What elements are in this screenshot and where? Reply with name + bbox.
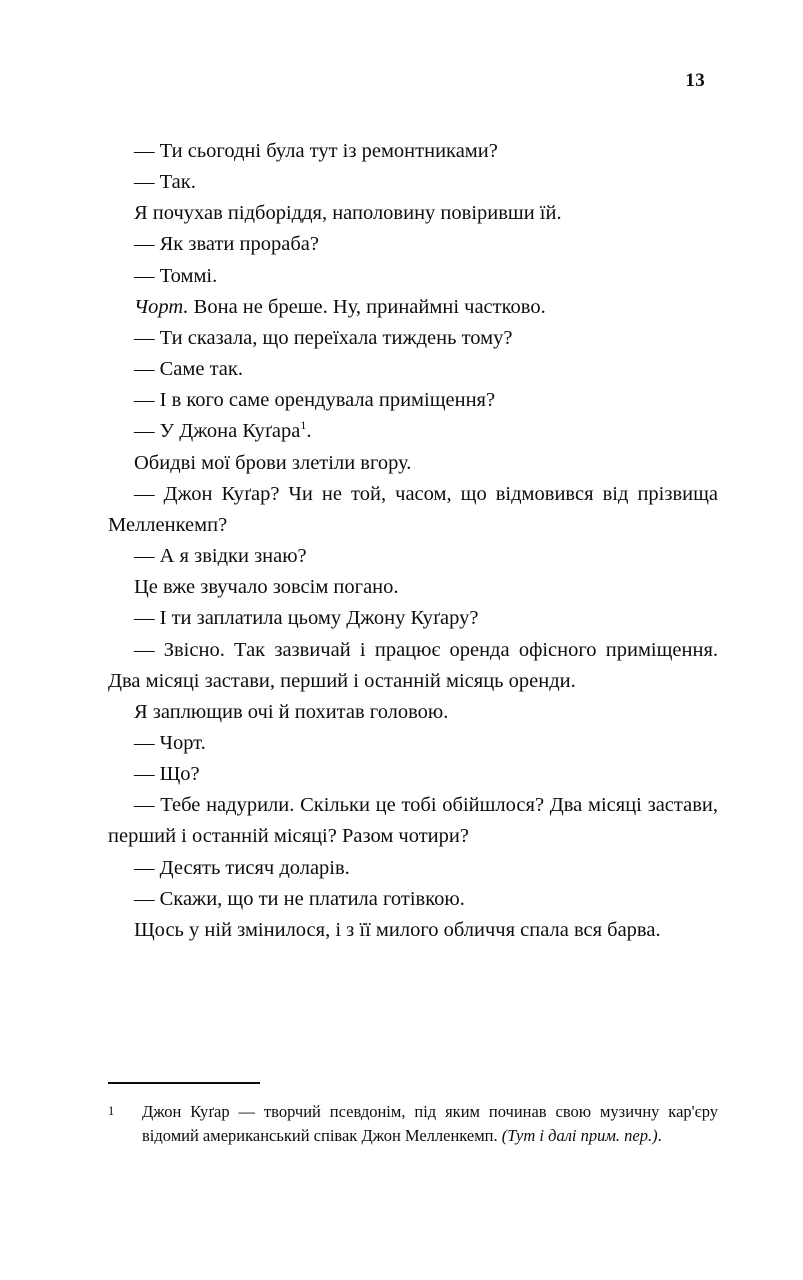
paragraph: — Що? (134, 763, 200, 786)
paragraph: — Чорт. (134, 731, 206, 754)
paragraph: — Так. (134, 171, 196, 194)
paragraph: — Саме так. (134, 358, 243, 381)
paragraph-with-footnote-ref (108, 416, 718, 447)
footnote-item (108, 1100, 718, 1149)
paragraph: Щось у ній змінилося, і з її милого обличчя спала вся барва. (134, 918, 661, 941)
body-text (108, 136, 718, 946)
paragraph: — Ти сьогодні була тут із ремонтниками? (134, 140, 498, 162)
paragraph: — Десять тисяч доларів. (134, 856, 350, 879)
footnote-marker: 1 (108, 1104, 115, 1118)
paragraph: — Як звати прораба? (134, 233, 319, 256)
footnote-text-italic: (Тут і далі прим. пер.) (501, 1126, 658, 1146)
paragraph: — І ти заплатила цьому Джону Куґару? (134, 607, 479, 630)
footnote-divider (108, 1082, 260, 1084)
paragraph-rest: Вона не бреше. Ну, принаймні частково. (188, 295, 546, 318)
paragraph: — Тебе надурили. Скільки це тобі обійшлося? Два місяці застави, перший і останній місяці? Разом чотири? (108, 794, 718, 848)
paragraph: — І в кого саме орендувала приміщення? (134, 389, 496, 412)
paragraph: — Джон Куґар? Чи не той, часом, що відмовився від прізвища Мелленкемп? (108, 482, 718, 536)
page-number: 13 (685, 70, 705, 91)
footnote-block (108, 1082, 718, 1149)
footnote-text-tail: . (657, 1126, 662, 1146)
paragraph: Це вже звучало зовсім погано. (134, 576, 399, 599)
footnote-text (142, 1100, 718, 1149)
paragraph: — Томмі. (134, 264, 218, 287)
paragraph: — Звісно. Так зазвичай і працює оренда офісного приміщення. Два місяці застави, перший і останній місяць оренди. (108, 638, 718, 692)
paragraph-text: — У Джона Куґара (134, 420, 301, 443)
footnote-text-plain: Джон Куґар — творчий псевдонім, під яким починав свою музичну кар'єру відомий американський співак Джон Мелленкемп. (142, 1102, 718, 1146)
paragraph: Я почухав підборіддя, наполовину повіривши їй. (134, 202, 562, 225)
italic-word: Чорт. (134, 295, 189, 318)
paragraph: — Ти сказала, що переїхала тиждень тому? (134, 326, 513, 349)
paragraph-with-italic-lead (108, 292, 718, 323)
footnote-reference[interactable]: 1 (300, 418, 307, 433)
paragraph: — Скажи, що ти не платила готівкою. (134, 887, 465, 910)
paragraph-text-tail: . (306, 420, 312, 443)
paragraph: Я заплющив очі й похитав головою. (134, 700, 449, 723)
paragraph: Обидві мої брови злетіли вгору. (134, 451, 412, 474)
paragraph: — А я звідки знаю? (134, 545, 307, 568)
